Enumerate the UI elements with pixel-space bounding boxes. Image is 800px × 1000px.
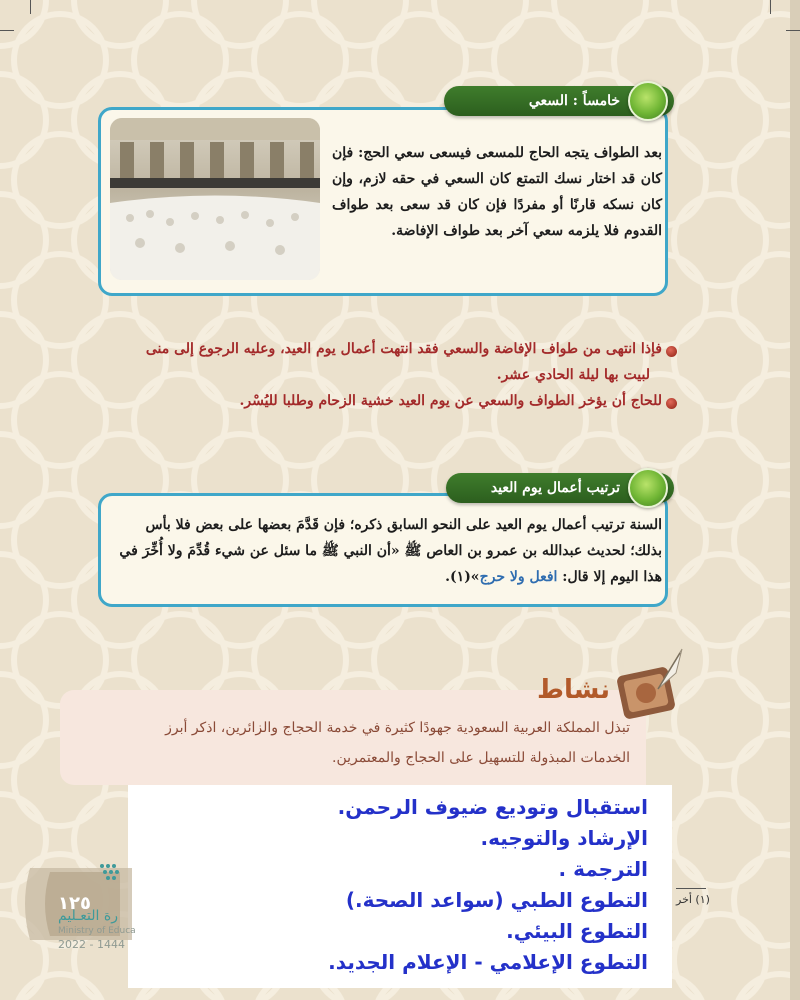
activity-line2: الخدمات المبذولة للتسهيل على الحجاج والمعتمرين. <box>332 750 630 766</box>
pilgrims-photo <box>110 118 320 280</box>
ministry-logo-icon <box>96 860 132 888</box>
answer-item: الإرشاد والتوجيه. <box>480 826 648 850</box>
sai-section-text: بعد الطواف يتجه الحاج للمسعى فيسعى سعي الحج: فإن كان قد اختار نسك التمتع كان السعي في حقه لازم، وإن كان نسكه قارنًا أو مفردًا فإن كان قد سعى بعد طواف القدوم فلا يلزمه سعي آخر بعد طواف الإفاضة. <box>332 145 662 239</box>
bullet-dot-icon <box>666 398 677 409</box>
footnote-rule <box>676 888 706 889</box>
sai-section-header-label: خامساً : السعي <box>528 93 620 109</box>
order-section-line2: بذلك؛ لحديث عبدالله بن عمرو بن العاص ﷺ «أن النبي ﷺ ما سئل عن شيء قُدِّمَ ولا أُخِّرَ في <box>119 543 662 559</box>
order-section-line3 <box>102 564 662 590</box>
order-section-line1: السنة ترتيب أعمال يوم العيد على النحو السابق ذكره؛ فإن قَدَّمَ بعضها على بعض فلا بأس <box>145 517 662 533</box>
crop-mark <box>770 0 771 14</box>
order-section-header-label: ترتيب أعمال يوم العيد <box>490 480 620 496</box>
order-line3-prefix: هذا اليوم إلا قال: <box>562 569 662 585</box>
answer-item: التطوع الإعلامي - الإعلام الجديد. <box>328 950 648 974</box>
crop-mark <box>30 0 31 14</box>
bullet-item-continuation: لبيت بها ليلة الحادي عشر. <box>496 367 650 383</box>
ministry-name-arabic: رة التعـليم <box>58 908 118 924</box>
page-number: ١٢٥ <box>58 893 91 914</box>
footnote: (١) أخر <box>676 893 710 906</box>
order-line3-suffix: »(١). <box>445 569 480 585</box>
activity-instruction <box>60 713 630 773</box>
bullet-dot-icon <box>666 346 677 357</box>
answer-item: استقبال وتوديع ضيوف الرحمن. <box>337 795 648 819</box>
hadith-quote: افعل ولا حرج <box>479 569 558 585</box>
answer-item: التطوع الطبي (سواعد الصحة.) <box>345 888 648 912</box>
answer-item: الترجمة . <box>558 857 648 881</box>
crop-mark <box>0 30 14 31</box>
header-ornament-icon <box>628 468 668 508</box>
activity-line1: تبذل المملكة العربية السعودية جهودًا كثيرة في خدمة الحجاج والزائرين، اذكر أبرز <box>165 720 630 736</box>
answer-item: التطوع البيئي. <box>506 919 648 943</box>
bullet-item: للحاج أن يؤخر الطواف والسعي عن يوم العيد خشية الزحام وطلبا لليُسْر. <box>239 393 662 409</box>
crop-mark <box>786 30 800 31</box>
edition-year: 2022 - 1444 <box>58 938 125 951</box>
header-ornament-icon <box>628 81 668 121</box>
bullet-item: فإذا انتهى من طواف الإفاضة والسعي فقد انتهت أعمال يوم العيد، وعليه الرجوع إلى منى <box>145 341 662 357</box>
activity-title: نشاط <box>537 675 610 705</box>
ministry-name-english: Ministry of Educa <box>58 926 136 936</box>
